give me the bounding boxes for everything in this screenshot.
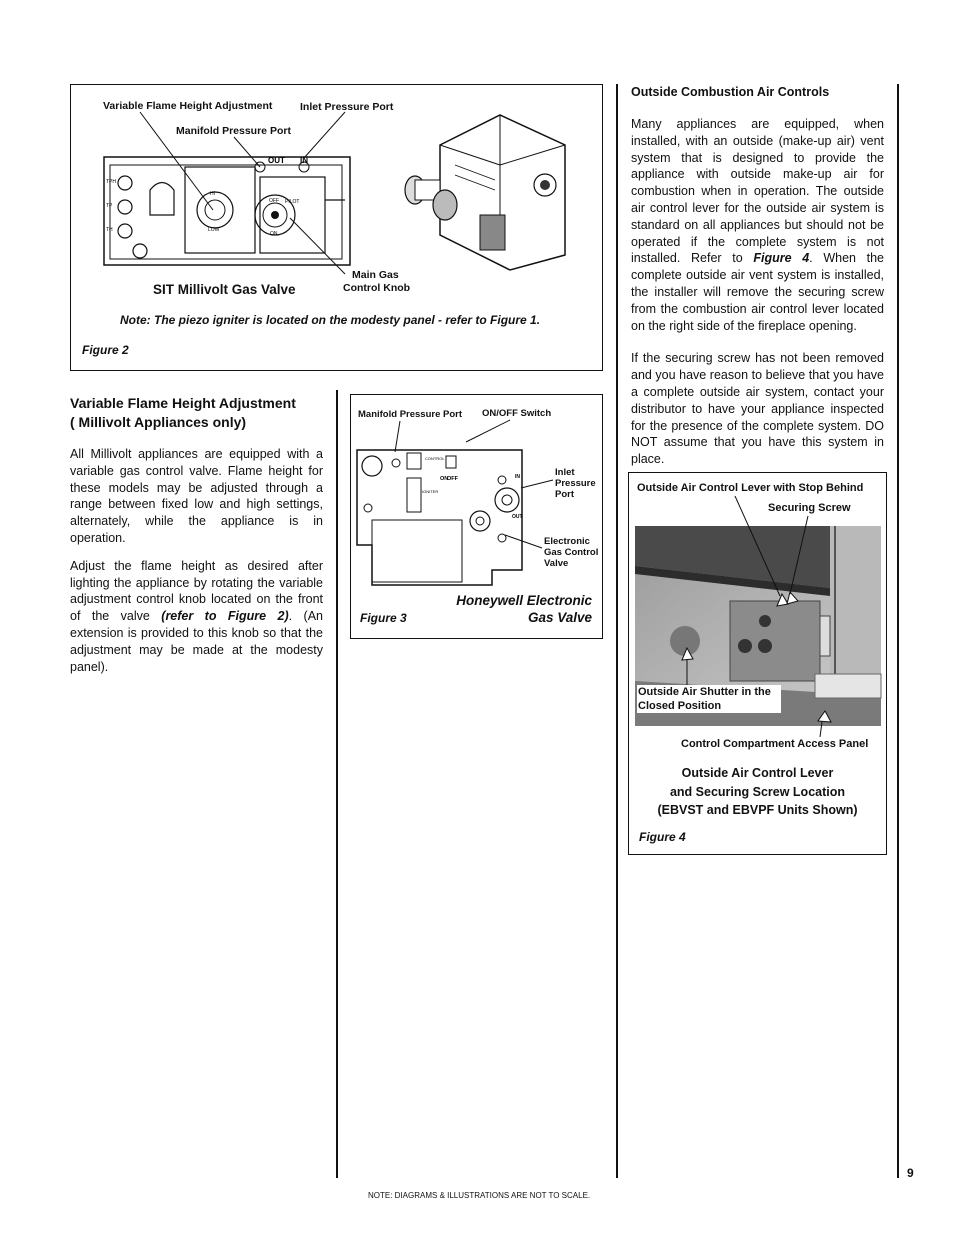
fig2-mark-th: TH [106, 227, 113, 233]
fig3-mark-off: OFF [447, 476, 458, 482]
fig3-title-1: Honeywell Electronic [456, 593, 592, 608]
fig2-title: SIT Millivolt Gas Valve [153, 282, 296, 297]
fig4-label-lever: Outside Air Control Lever with Stop Behind [637, 482, 864, 494]
fig2-mark-hi: HI [210, 191, 215, 197]
outside-air-para-1-b: . When the complete outside air vent system is installed, the installer will remove the securing screw from the combustion air control lever located on the right side of the fireplace opening. [631, 251, 885, 333]
fig3-label-egcv-3: Valve [544, 558, 569, 569]
flame-heading-2: ( Millivolt Appliances only) [70, 414, 247, 430]
fig2-label-inlet-port: Inlet Pressure Port [300, 101, 394, 113]
page-number: 9 [907, 1166, 914, 1180]
footer-note: NOTE: DIAGRAMS & ILLUSTRATIONS ARE NOT TO SCALE. [368, 1191, 591, 1200]
fig2-caption: Figure 2 [82, 343, 129, 357]
flame-para-2-b: . (An extension is provided to this knob so that the adjustment may be made at the modesty panel). [70, 609, 323, 674]
fig3-mark-control: CONTROL [425, 456, 445, 461]
fig4-shutter-label [637, 685, 781, 713]
fig3-label-egcv-1: Electronic [544, 536, 590, 547]
fig3-mark-out: OUT [512, 514, 523, 520]
flame-para-1: All Millivolt appliances are equipped with a variable gas control valve. Flame height for these models may be adjusted through a range between fixed low and high settings, alternately, while the appliance is in operation. [70, 447, 323, 545]
fig3-caption: Figure 3 [360, 611, 407, 625]
fig2-mark-out: OUT [268, 156, 285, 165]
fig3-mark-on: ON [440, 476, 449, 482]
outside-air-para-2: If the securing screw has not been removed and you have reason to believe that you have a complete outside air system, contact your distributor to have your appliance inspected for the presence of the complete system. DO NOT assume that you have this system in place. [631, 351, 884, 467]
fig2-label-main-gas-2: Control Knob [343, 282, 411, 294]
fig3-label-switch: ON/OFF Switch [482, 408, 552, 419]
fig3-label-inlet-2: Pressure [555, 478, 596, 489]
fig2-mark-in: IN [300, 156, 308, 165]
fig3-label-egcv-2: Gas Control [544, 547, 599, 558]
fig2-mark-tph: TPH [106, 179, 116, 185]
fig2-mark-off: OFF [269, 198, 279, 204]
fig4-caption: Figure 4 [639, 830, 686, 844]
fig2-mark-low: LOW [208, 227, 220, 233]
fig3-label-manifold: Manifold Pressure Port [358, 409, 462, 420]
fig2-label-manifold-port: Manifold Pressure Port [176, 125, 291, 137]
fig4-title-1: Outside Air Control Lever [681, 766, 834, 780]
fig4-title-2: and Securing Screw Location [669, 784, 846, 799]
fig3-title-2: Gas Valve [527, 610, 592, 625]
fig3-mark-in: IN [515, 474, 520, 480]
fig2-mark-tp: TP [106, 203, 113, 209]
fig3-label-inlet-3: Port [555, 489, 574, 500]
outside-air-para-1-ref: Figure 4 [753, 251, 810, 266]
fig4-label-shutter-2: Closed Position [638, 700, 722, 712]
fig2-label-main-gas-1: Main Gas [352, 269, 399, 281]
fig2-mark-on: ON [270, 231, 278, 237]
fig4-label-panel: Control Compartment Access Panel [681, 738, 869, 750]
fig4-label-shutter-1: Outside Air Shutter in the [638, 686, 771, 698]
outside-air-para-1-a: Many appliances are equipped, when installed, with an outside (make-up air) vent system that is designed to provide the appliance with outside make-up air for combustion when in operation. The outside air control lever for the outside air system is standard on all appliances but should not be operated if the complete system is not installed. Refer to [631, 117, 884, 266]
fig3-label-inlet-1: Inlet [555, 467, 575, 478]
fig4-label-screw: Securing Screw [768, 502, 851, 514]
fig2-note: Note: The piezo igniter is located on the modesty panel - refer to Figure 1. [120, 313, 541, 327]
outside-air-heading: Outside Combustion Air Controls [631, 85, 830, 99]
flame-heading-1: Variable Flame Height Adjustment [70, 395, 296, 411]
fig4-title-3: (EBVST and EBVPF Units Shown) [657, 803, 858, 817]
fig3-mark-igniter: IGNITER [422, 489, 439, 494]
fig4-title [628, 764, 887, 820]
fig2-label-variable-flame: Variable Flame Height Adjustment [103, 100, 273, 112]
fig2-mark-pilot: PILOT [285, 199, 300, 205]
flame-para-2-a: Adjust the flame height as desired after lighting the appliance by rotating the variable adjustment control knob located on the front of the valve [70, 558, 323, 624]
flame-para-2-ref: (refer to Figure 2) [161, 609, 289, 624]
